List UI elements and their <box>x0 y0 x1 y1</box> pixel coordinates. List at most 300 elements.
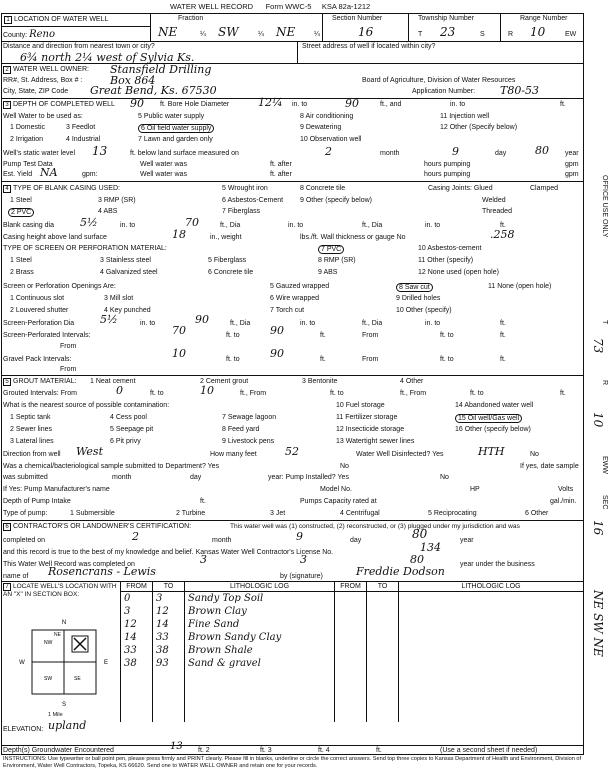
distance-label: Distance and direction from nearest town or city? <box>3 43 155 50</box>
opening-option[interactable]: 3 Mill slot <box>104 295 134 302</box>
log-from-2 <box>335 644 367 657</box>
screen-option[interactable]: 1 Steel <box>10 257 32 264</box>
use-option[interactable]: 2 Irrigation <box>10 136 44 143</box>
contam-option[interactable]: 8 Feed yard <box>222 426 260 433</box>
perf-dia-label: Screen-Perforation Dia <box>3 320 75 327</box>
log-from-2 <box>335 657 367 670</box>
county-value[interactable]: Reno <box>29 29 55 40</box>
log-from[interactable]: 14 <box>121 631 153 644</box>
log-desc[interactable]: Sandy Top Soil <box>185 592 335 605</box>
log-to-2 <box>367 592 399 605</box>
opening-option[interactable]: 1 Continuous slot <box>10 295 65 302</box>
sample-no: No <box>340 463 349 470</box>
log-to <box>153 670 185 683</box>
board-label: Board of Agriculture, Division of Water Resources <box>362 77 516 84</box>
compass-w: W <box>19 660 25 666</box>
col-to-2: TO <box>367 582 399 592</box>
capacity-label: Pumps Capacity rated at <box>300 498 377 505</box>
use-option[interactable]: 9 Dewatering <box>300 124 342 131</box>
contam-option[interactable]: 6 Pit privy <box>110 438 141 445</box>
sample-date-label: If yes, date sample <box>520 463 579 470</box>
contam-option[interactable]: 3 Lateral lines <box>10 438 54 445</box>
log-to[interactable]: 93 <box>153 657 185 670</box>
contam-option[interactable]: 4 Cess pool <box>110 414 147 421</box>
compass-se: SE <box>74 676 81 682</box>
completed-on: completed on <box>3 537 46 544</box>
side-location: NE SW NE <box>591 590 605 657</box>
record-year[interactable]: 80 <box>410 553 424 566</box>
grout-option[interactable]: 2 Cement grout <box>200 378 249 385</box>
quarter-mark: ¼ <box>314 31 320 38</box>
side-eww: EWW <box>601 456 608 474</box>
yield-gpm: gpm: <box>82 171 98 178</box>
use-option[interactable]: 5 Public water supply <box>138 113 205 120</box>
year-label: year <box>565 150 579 157</box>
log-to-2 <box>367 683 399 696</box>
log-to[interactable]: 3 <box>153 592 185 605</box>
manufacturer-label: If Yes: Pump Manufacturer's name <box>3 486 110 493</box>
log-desc-2 <box>399 657 584 670</box>
side-t-value: 73 <box>591 338 605 354</box>
disinfected-value[interactable]: HTH <box>478 445 505 458</box>
section-value[interactable]: 16 <box>358 25 374 39</box>
log-desc[interactable]: Brown Sandy Clay <box>185 631 335 644</box>
blank-dia[interactable]: 5½ <box>80 216 98 229</box>
yield-value[interactable]: NA <box>40 166 58 179</box>
grout-option-selected[interactable]: 1 Neat cement <box>90 378 136 385</box>
screen-option[interactable]: 12 None used (open hole) <box>418 269 499 276</box>
log-desc-2 <box>399 696 584 709</box>
static-label: Well's static water level <box>3 150 76 157</box>
month-label: month <box>380 150 400 157</box>
compass-e: E <box>103 660 109 666</box>
grout-to[interactable]: 10 <box>200 384 214 397</box>
casing-option[interactable]: 9 Other (specify below) <box>300 197 372 204</box>
signature[interactable]: Freddie Dodson <box>356 565 445 578</box>
use-option[interactable]: 3 Feedlot <box>66 124 96 131</box>
log-from[interactable]: 12 <box>121 618 153 631</box>
depth-ft-3: ft. <box>560 101 566 108</box>
pump-type[interactable]: 2 Turbine <box>176 510 206 517</box>
county-label: County: <box>3 32 28 39</box>
name-of-label: name of <box>3 573 29 580</box>
pump-installed: year: Pump Installed? Yes <box>268 474 349 481</box>
gw-ft3: ft. 4 <box>318 747 330 754</box>
quarter-mark: ¼ <box>258 31 264 38</box>
log-desc[interactable]: Sand & gravel <box>185 657 335 670</box>
feet-value[interactable]: 52 <box>285 445 299 458</box>
table-row <box>121 592 584 605</box>
log-from[interactable]: 0 <box>121 592 153 605</box>
weight-label: in., weight <box>210 234 242 241</box>
gw-ft1: ft. 2 <box>198 747 210 754</box>
instructions: INSTRUCTIONS: Use typewriter or ball point pen, please press firmly and PRINT clearly. Please fill in blanks, underline or circle the correct answers. Send top three copies to Kansas Department of Health and Environment, Division of Environment, Water Well Contractors, Topeka, KS 66620. Send one to WATER WELL OWNER and retain one for your records. <box>3 756 582 769</box>
log-to-2 <box>367 605 399 618</box>
direction-value[interactable]: West <box>76 445 103 458</box>
table-row <box>121 605 584 618</box>
joints-label: Casing Joints: Glued <box>428 185 493 192</box>
record-month[interactable]: 3 <box>200 553 207 566</box>
depth-label: DEPTH OF COMPLETED WELL <box>13 101 115 108</box>
owner-label: WATER WELL OWNER: <box>13 66 89 73</box>
to-label: ft. to <box>440 332 454 339</box>
intake-ft: ft. <box>200 498 206 505</box>
side-r-value: 10 <box>591 412 605 428</box>
gal-label: gal./min. <box>550 498 577 505</box>
opening-option[interactable]: 4 Key punched <box>104 307 151 314</box>
log-desc <box>185 709 335 722</box>
app-number[interactable]: T80-53 <box>500 84 540 97</box>
contam-option[interactable]: 12 Insecticide storage <box>336 426 405 433</box>
owner-name[interactable]: Stansfield Drilling <box>110 63 212 76</box>
depth-in-to-2: in. to <box>450 101 466 108</box>
compass-n: N <box>61 620 67 626</box>
depth-ft: ft. Bore Hole Diameter <box>160 101 230 108</box>
casing-option[interactable]: 4 ABS <box>98 208 118 215</box>
to-label: ft. to <box>226 356 240 363</box>
use-label: Well Water to be used as: <box>3 113 83 120</box>
col-from-2: FROM <box>335 582 367 592</box>
log-from <box>121 709 153 722</box>
static-value[interactable]: 13 <box>92 144 108 158</box>
col-to: TO <box>153 582 185 592</box>
contam-option-selected[interactable]: 15 Oil well/Gas well <box>455 414 522 423</box>
log-from-2 <box>335 605 367 618</box>
water-was-2: Well water was <box>140 171 187 178</box>
location-label: LOCATION OF WATER WELL <box>14 16 109 23</box>
township-suffix: S <box>480 31 485 38</box>
log-to-2 <box>367 657 399 670</box>
blank-to[interactable]: 70 <box>185 216 199 229</box>
table-row <box>121 644 584 657</box>
screen-option-selected[interactable]: 7 PVC <box>318 245 344 254</box>
casing-option-selected[interactable]: 2 PVC <box>8 208 34 217</box>
gpm-2: gpm <box>565 171 579 178</box>
city-label: City, State, ZIP Code <box>3 88 69 95</box>
screen-option[interactable]: 4 Galvanized steel <box>100 269 158 276</box>
fraction-label: Fraction <box>178 15 204 22</box>
opening-option[interactable]: 7 Torch cut <box>270 307 305 314</box>
blank-dia-label: Blank casing dia <box>3 222 54 229</box>
screen-option[interactable]: 8 RMP (SR) <box>318 257 356 264</box>
opening-option[interactable]: 11 None (open hole) <box>488 283 552 290</box>
office-use: OFFICE USE ONLY <box>601 175 608 238</box>
table-row <box>121 696 584 709</box>
log-to <box>153 709 185 722</box>
contam-option[interactable]: 1 Septic tank <box>10 414 51 421</box>
grout-option[interactable]: 4 Other <box>400 378 424 385</box>
disinfected-no: No <box>530 451 539 458</box>
business-name[interactable]: Rosencrans - Lewis <box>48 565 156 578</box>
by-signature: by (signature) <box>280 573 323 580</box>
contam-option[interactable]: 5 Seepage pit <box>110 426 154 433</box>
side-r: R <box>601 380 608 386</box>
cert-text3: This Water Well Record was completed on <box>3 561 135 568</box>
opening-option[interactable]: 10 Other (specify) <box>396 307 452 314</box>
col-log: LITHOLOGIC LOG <box>185 582 335 592</box>
table-row <box>121 683 584 696</box>
log-to[interactable]: 38 <box>153 644 185 657</box>
log-to-2 <box>367 709 399 722</box>
log-from[interactable]: 33 <box>121 644 153 657</box>
casing-option[interactable]: 8 Concrete tile <box>300 185 346 192</box>
use-option[interactable]: 7 Lawn and garden only <box>138 136 213 143</box>
grout-from[interactable]: 0 <box>116 384 123 397</box>
groundwater-1[interactable]: 13 <box>170 741 183 752</box>
license-number[interactable]: 134 <box>420 541 441 554</box>
log-to[interactable]: 33 <box>153 631 185 644</box>
casing-option[interactable]: 7 Fiberglass <box>222 208 261 215</box>
log-desc[interactable]: Brown Clay <box>185 605 335 618</box>
elevation-value[interactable]: upland <box>48 719 87 732</box>
pump-test-label: Pump Test Data <box>3 161 53 168</box>
screen-option[interactable]: 6 Concrete tile <box>208 269 254 276</box>
perf-dia[interactable]: 5½ <box>100 313 118 326</box>
use-option-selected[interactable]: 6 Oil field water supply <box>138 124 214 133</box>
intervals-label: Screen-Perforated Intervals: <box>3 332 91 339</box>
grout-option[interactable]: 3 Bentonite <box>302 378 338 385</box>
hp-label: HP <box>470 486 480 493</box>
screen-option[interactable]: 3 Stainless steel <box>100 257 151 264</box>
log-from-2 <box>335 631 367 644</box>
depth-in-to: in. to <box>292 101 308 108</box>
clamped-label: Clamped <box>530 185 559 192</box>
range-value[interactable]: 10 <box>530 25 546 39</box>
contam-option[interactable]: 2 Sewer lines <box>10 426 53 433</box>
range-dir: EW <box>565 31 577 38</box>
contam-option[interactable]: 7 Sewage lagoon <box>222 414 277 421</box>
completed-year[interactable]: 80 <box>412 527 428 541</box>
bore-diameter[interactable]: 12¼ <box>258 96 283 109</box>
log-from <box>121 683 153 696</box>
groundwater-label: Depth(s) Groundwater Encountered <box>3 747 114 754</box>
compass-ne: NE <box>54 632 61 638</box>
from-label: From <box>60 366 77 373</box>
opening-option[interactable]: 6 Wire wrapped <box>270 295 320 302</box>
cert-label: CONTRACTOR'S OR LANDOWNER'S CERTIFICATION: <box>13 523 192 530</box>
fraction-2[interactable]: SW <box>218 25 239 39</box>
yield-label: Est. Yield <box>3 171 33 178</box>
contam-option[interactable]: 13 Watertight sewer lines <box>336 438 415 445</box>
hours-pumping-2: hours pumping <box>424 171 471 178</box>
depth-value[interactable]: 90 <box>130 97 144 110</box>
rr-label: RR#, St. Address, Box # : <box>3 77 83 84</box>
ksa-ref: KSA 82a-1212 <box>321 2 371 11</box>
pump-type[interactable]: 1 Submersible <box>70 510 115 517</box>
distance-value[interactable]: 6¾ north 2¼ west of Sylvia Ks. <box>20 51 195 64</box>
log-desc-2 <box>399 644 584 657</box>
casing-label: TYPE OF BLANK CASING USED: <box>13 185 120 192</box>
log-desc-2 <box>399 683 584 696</box>
use-option[interactable]: 8 Air conditioning <box>300 113 354 120</box>
side-t: T <box>601 320 608 325</box>
log-desc-2 <box>399 605 584 618</box>
gw-note: (Use a second sheet if needed) <box>440 747 538 754</box>
table-row <box>121 657 584 670</box>
log-to-2 <box>367 696 399 709</box>
opening-option[interactable]: 5 Gauzed wrapped <box>270 283 330 290</box>
side-sec-value: 16 <box>591 520 605 536</box>
compass-s: S <box>61 702 67 708</box>
form-number: Form WWC-5 <box>265 2 312 11</box>
opening-option-selected[interactable]: 8 Saw cut <box>396 283 433 292</box>
mile-label: 1 Mile <box>48 712 63 718</box>
gw-ft2: ft. 3 <box>260 747 272 754</box>
use-option[interactable]: 11 Injection well <box>440 113 490 120</box>
opening-option[interactable]: 9 Drilled holes <box>396 295 441 302</box>
cert-under: year under the business <box>460 561 535 568</box>
wall-label: lbs./ft. Wall thickness or gauge No <box>300 234 406 241</box>
log-from-2 <box>335 618 367 631</box>
gravel-label: Gravel Pack Intervals: <box>3 356 72 363</box>
sample-submitted: was submitted <box>3 474 48 481</box>
static-text: ft. below land surface measured on <box>130 150 239 157</box>
pump-no: No <box>440 474 449 481</box>
log-desc <box>185 696 335 709</box>
ft-label: ft. <box>500 332 506 339</box>
sample-month: month <box>112 474 132 481</box>
log-desc-2 <box>399 592 584 605</box>
log-from-2 <box>335 683 367 696</box>
height-label: Casing height above land surface <box>3 234 107 241</box>
use-option[interactable]: 1 Domestic <box>10 124 46 131</box>
cert-text: This water well was (1) constructed, (2) reconstructed, or (3) plugged under my jurisdiction and was <box>230 523 520 530</box>
depth-to-value[interactable]: 90 <box>345 97 359 110</box>
section-box <box>14 612 114 712</box>
casing-option[interactable]: 6 Asbestos-Cement <box>222 197 284 204</box>
log-from-2 <box>335 670 367 683</box>
range-label: Range Number <box>520 15 568 22</box>
contam-label: What is the nearest source of possible contamination: <box>3 402 170 409</box>
screen-option[interactable]: 9 ABS <box>318 269 338 276</box>
from-label: From <box>362 356 379 363</box>
contam-option[interactable]: 10 Fuel storage <box>336 402 385 409</box>
intake-label: Depth of Pump Intake <box>3 498 71 505</box>
screen-option[interactable]: 10 Asbestos-cement <box>418 245 482 252</box>
gravel-from[interactable]: 10 <box>172 347 186 360</box>
static-month[interactable]: 2 <box>325 145 332 158</box>
fraction-3[interactable]: NE <box>276 25 296 39</box>
record-day[interactable]: 3 <box>300 553 307 566</box>
static-day[interactable]: 9 <box>452 145 459 158</box>
owner-box[interactable]: Box 864 <box>110 74 156 87</box>
wall-thickness[interactable]: .258 <box>490 228 515 241</box>
log-desc-2 <box>399 631 584 644</box>
to-label: ft. to <box>440 356 454 363</box>
range-prefix: R <box>508 31 514 38</box>
table-row <box>121 618 584 631</box>
completed-month[interactable]: 2 <box>132 530 139 543</box>
use-option[interactable]: 12 Other (Specify below) <box>440 124 518 131</box>
pump-type[interactable]: 4 Centrifugal <box>340 510 380 517</box>
cert-text2: and this record is true to the best of my knowledge and belief. Kansas Water Well Contractor's License No. <box>3 549 334 556</box>
col-from: FROM <box>121 582 153 592</box>
log-to <box>153 683 185 696</box>
locate-label: LOCATE WELL'S LOCATION WITH AN "X" IN SECTION BOX: <box>3 583 117 598</box>
log-desc-2 <box>399 670 584 683</box>
log-to[interactable]: 12 <box>153 605 185 618</box>
screen-option[interactable]: 2 Brass <box>10 269 34 276</box>
pump-type[interactable]: 6 Other <box>525 510 549 517</box>
township-label: Township Number <box>418 15 475 22</box>
owner-city[interactable]: Great Bend, Ks. 67530 <box>90 84 217 97</box>
log-desc[interactable]: Brown Shale <box>185 644 335 657</box>
col-log-2: LITHOLOGIC LOG <box>399 582 584 592</box>
log-from[interactable]: 3 <box>121 605 153 618</box>
gpm: gpm <box>565 161 579 168</box>
pump-type[interactable]: 3 Jet <box>270 510 286 517</box>
log-to-2 <box>367 618 399 631</box>
log-from <box>121 696 153 709</box>
contam-option[interactable]: 11 Fertilizer storage <box>336 414 398 421</box>
log-desc <box>185 683 335 696</box>
log-desc[interactable]: Fine Sand <box>185 618 335 631</box>
table-row <box>121 709 584 722</box>
app-label: Application Number: <box>412 88 476 95</box>
grout-label: GROUT MATERIAL: <box>13 378 77 385</box>
casing-option[interactable]: 1 Steel <box>10 197 32 204</box>
pump-type[interactable]: 5 Reciprocating <box>428 510 477 517</box>
log-to-2 <box>367 644 399 657</box>
day-label: day <box>495 150 507 157</box>
gravel-to[interactable]: 90 <box>270 347 284 360</box>
ft-label: ft. <box>500 356 506 363</box>
log-from-2 <box>335 592 367 605</box>
log-from-2 <box>335 709 367 722</box>
sample-line: Was a chemical/bacteriological sample submitted to Department? Yes <box>3 463 220 470</box>
perf-to[interactable]: 90 <box>195 313 209 326</box>
township-value[interactable]: 23 <box>440 25 456 39</box>
interval-to[interactable]: 90 <box>270 324 284 337</box>
screen-option[interactable]: 5 Fiberglass <box>208 257 247 264</box>
fraction-1[interactable]: NE <box>158 25 178 39</box>
log-desc <box>185 670 335 683</box>
water-was: Well water was <box>140 161 187 168</box>
use-option[interactable]: 10 Observation well <box>300 136 362 143</box>
log-to[interactable]: 14 <box>153 618 185 631</box>
interval-from[interactable]: 70 <box>172 324 186 337</box>
contam-option[interactable]: 9 Livestock pens <box>222 438 275 445</box>
casing-height[interactable]: 18 <box>172 228 186 241</box>
screen-option[interactable]: 11 Other (specify) <box>418 257 474 264</box>
log-desc-2 <box>399 709 584 722</box>
casing-option[interactable]: 5 Wrought iron <box>222 185 268 192</box>
street-label: Street address of well if located within city? <box>302 43 436 50</box>
grout-intervals: Grouted Intervals: From <box>3 390 77 397</box>
form-title: WATER WELL RECORD <box>170 2 254 11</box>
direction-label: Direction from well <box>3 451 61 458</box>
ft-label: ft. <box>320 356 326 363</box>
static-year[interactable]: 80 <box>535 144 549 157</box>
to-label: ft. to <box>226 332 240 339</box>
section-label: Section Number <box>332 15 383 22</box>
compass-nw: NW <box>44 640 53 646</box>
log-desc-2 <box>399 618 584 631</box>
casing-option[interactable]: 3 RMP (SR) <box>98 197 136 204</box>
volts-label: Volts <box>558 486 574 493</box>
contam-option[interactable]: 14 Abandoned water well <box>455 402 534 409</box>
use-option[interactable]: 4 Industrial <box>66 136 101 143</box>
hours-pumping: hours pumping <box>424 161 471 168</box>
t-prefix: T <box>418 31 423 38</box>
elevation-label: ELEVATION: <box>3 726 44 733</box>
opening-option[interactable]: 2 Louvered shutter <box>10 307 69 314</box>
table-row <box>121 631 584 644</box>
completed-day[interactable]: 9 <box>296 530 303 543</box>
quarter-mark: ¼ <box>200 31 206 38</box>
log-from[interactable]: 38 <box>121 657 153 670</box>
contam-option[interactable]: 16 Other (specify below) <box>455 426 531 433</box>
